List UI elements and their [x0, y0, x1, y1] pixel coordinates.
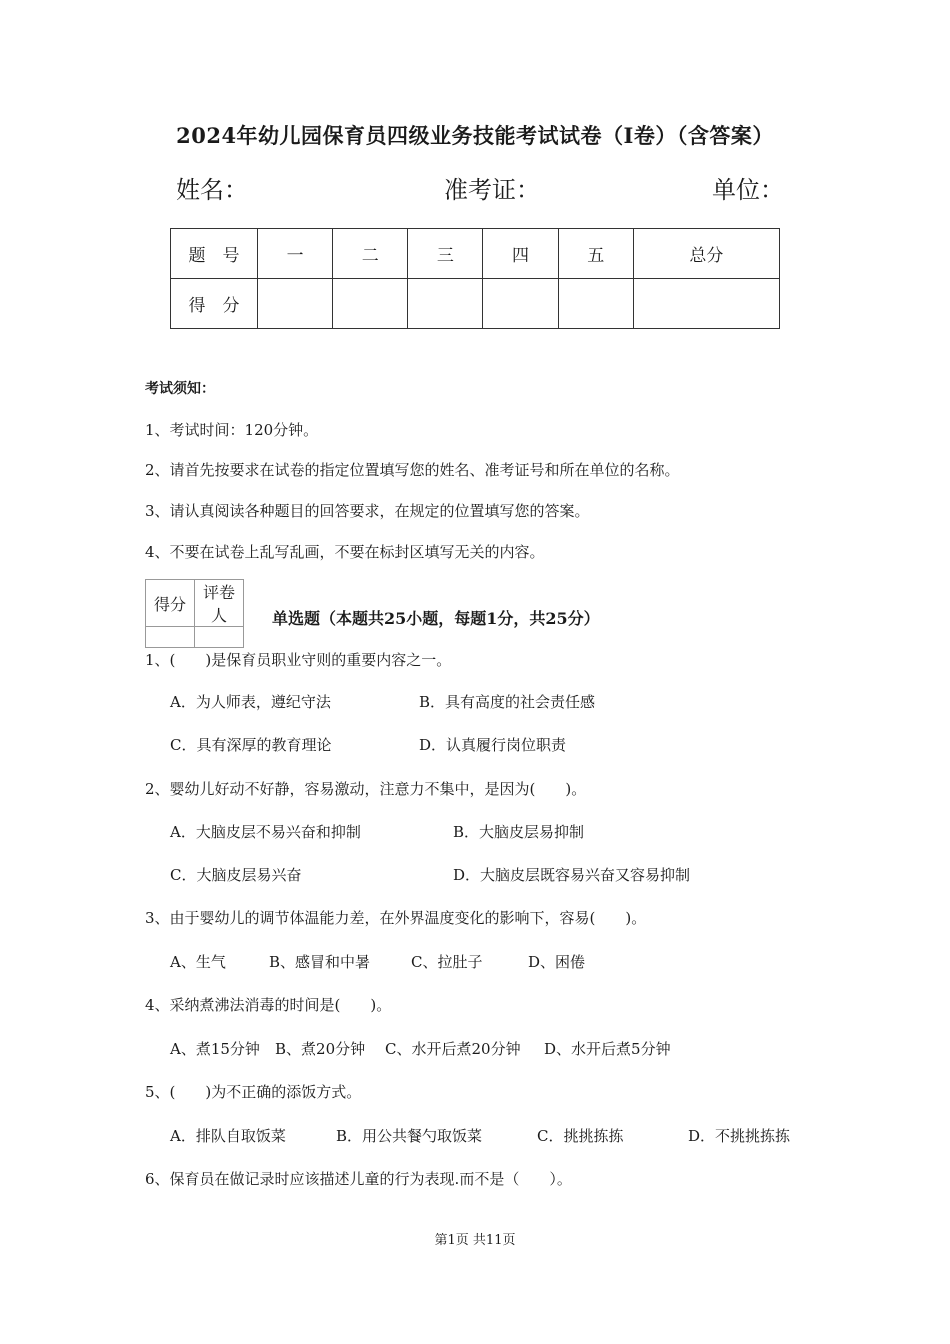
header-cell: 总分: [633, 229, 779, 279]
notice-item: 1、考试时间：120分钟。: [145, 421, 319, 439]
question-stem: 6、保育员在做记录时应该描述儿童的行为表现.而不是（ ）。: [145, 1170, 572, 1188]
score-table: [170, 228, 780, 329]
grader-name-cell[interactable]: [195, 627, 244, 648]
notice-heading: 考试须知：: [145, 381, 215, 397]
option: D．不挑挑拣拣: [688, 1127, 791, 1145]
question-stem: 4、采纳煮沸法消毒的时间是( )。: [145, 996, 392, 1014]
option: C、水开后煮20分钟: [385, 1040, 521, 1058]
question-stem: 5、( )为不正确的添饭方式。: [145, 1083, 362, 1101]
option: A、煮15分钟: [170, 1040, 260, 1058]
option: C．挑挑拣拣: [537, 1127, 624, 1145]
header-cell: 三: [408, 229, 483, 279]
option: C．大脑皮层易兴奋: [170, 866, 302, 884]
option: D、困倦: [528, 953, 586, 971]
score-table-score-row: [171, 279, 780, 329]
option: C、拉肚子: [411, 953, 483, 971]
question-stem: 2、婴幼儿好动不好静，容易激动，注意力不集中，是因为( )。: [145, 780, 587, 798]
score-cell[interactable]: [258, 279, 333, 329]
score-table-header-row: [171, 229, 780, 279]
option: B．具有高度的社会责任感: [419, 693, 596, 711]
option: B、煮20分钟: [275, 1040, 366, 1058]
grader-score-label: 得分: [146, 580, 195, 627]
header-cell: 二: [333, 229, 408, 279]
option: D、水开后煮5分钟: [544, 1040, 671, 1058]
option: C．具有深厚的教育理论: [170, 736, 332, 754]
grader-score-cell[interactable]: [146, 627, 195, 648]
option: B．大脑皮层易抑制: [453, 823, 585, 841]
header-cell: 题 号: [171, 229, 258, 279]
name-field-label: 姓名：: [176, 176, 248, 204]
grader-name-label: 评卷人: [195, 580, 244, 627]
notice-item: 2、请首先按要求在试卷的指定位置填写您的姓名、准考证号和所在单位的名称。: [145, 461, 680, 479]
notice-item: 3、请认真阅读各种题目的回答要求，在规定的位置填写您的答案。: [145, 502, 590, 520]
header-cell: 五: [558, 229, 633, 279]
grader-box: [145, 579, 244, 648]
question-stem: 3、由于婴幼儿的调节体温能力差，在外界温度变化的影响下，容易( )。: [145, 909, 647, 927]
question-stem: 1、( )是保育员职业守则的重要内容之一。: [145, 651, 452, 669]
score-cell[interactable]: [408, 279, 483, 329]
exam-number-field-label: 准考证：: [444, 176, 540, 204]
page-footer: 第1页 共11页: [434, 1233, 516, 1248]
option: A．大脑皮层不易兴奋和抑制: [170, 823, 361, 841]
header-cell: 一: [258, 229, 333, 279]
option: B、感冒和中暑: [269, 953, 371, 971]
page-title: 2024年幼儿园保育员四级业务技能考试试卷（I卷）（含答案）: [176, 123, 774, 148]
section-title: 单选题（本题共25小题，每题1分，共25分）: [272, 609, 600, 628]
option: A．为人师表，遵纪守法: [170, 693, 331, 711]
score-row-label: 得 分: [171, 279, 258, 329]
unit-field-label: 单位：: [712, 176, 784, 204]
notice-item: 4、不要在试卷上乱写乱画，不要在标封区填写无关的内容。: [145, 543, 545, 561]
option: A．排队自取饭菜: [170, 1127, 286, 1145]
score-cell[interactable]: [633, 279, 779, 329]
header-cell: 四: [483, 229, 558, 279]
option: D．大脑皮层既容易兴奋又容易抑制: [453, 866, 691, 884]
option: A、生气: [170, 953, 226, 971]
option: B．用公共餐勺取饭菜: [336, 1127, 483, 1145]
score-cell[interactable]: [333, 279, 408, 329]
option: D．认真履行岗位职责: [419, 736, 567, 754]
score-cell[interactable]: [483, 279, 558, 329]
score-cell[interactable]: [558, 279, 633, 329]
